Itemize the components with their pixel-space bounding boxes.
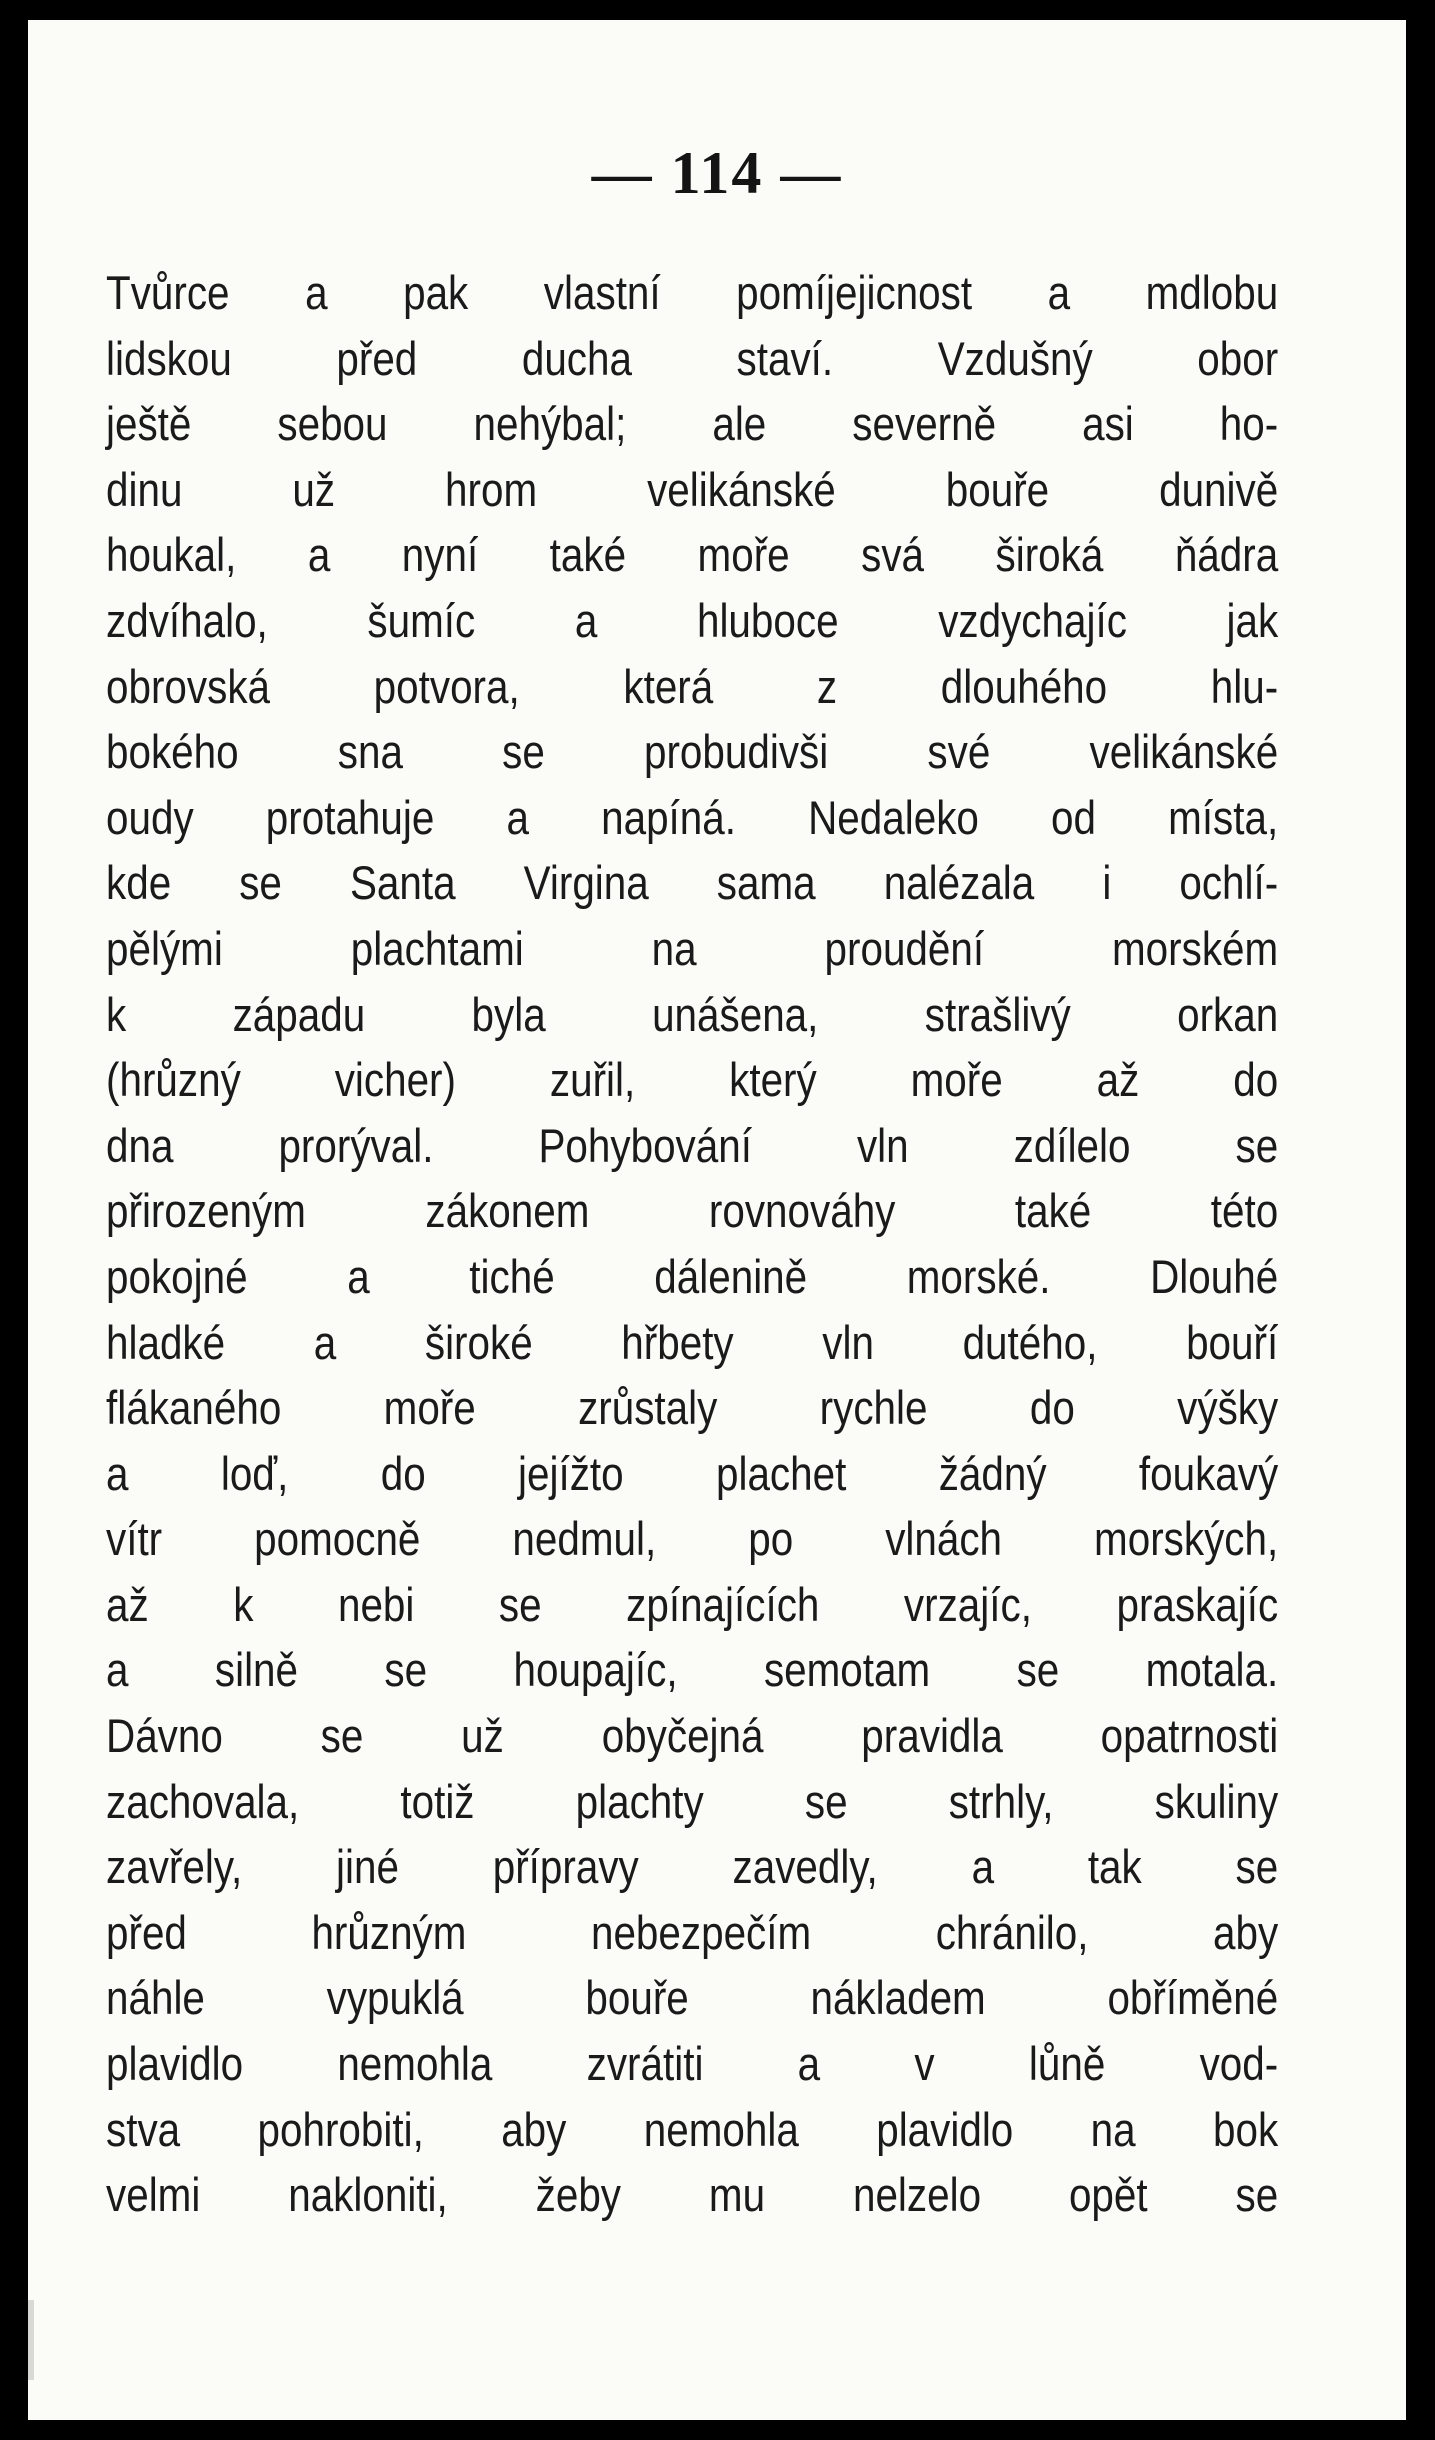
text-line: ještě sebou nehýbal; ale severně asi ho- [106,397,1279,451]
text-line: plavidlo nemohla zvrátiti a v lůně vod- [106,2037,1279,2091]
text-line: kde se Santa Virgina sama nalézala i ochlí- [106,856,1279,910]
body-text [106,260,1278,2228]
text-line: zachovala, totiž plachty se strhly, skuliny [106,1774,1279,1828]
page-edge-mark [28,2300,34,2380]
text-line: (hrůzný vicher) zuřil, který moře až do [106,1053,1279,1107]
text-line: přirozeným zákonem rovnováhy také této [106,1184,1279,1238]
text-line: a loď, do jejížto plachet žádný foukavý [106,1446,1279,1500]
text-line: obrovská potvora, která z dlouhého hlu- [106,659,1279,713]
text-line: dna prorýval. Pohybování vln zdílelo se [106,1118,1279,1172]
text-line: oudy protahuje a napíná. Nedaleko od místa, [106,790,1279,844]
text-line: náhle vypuklá bouře nákladem obříměné [106,1971,1279,2025]
page-number: — 114 — [591,140,843,206]
text-line: vítr pomocně nedmul, po vlnách morských, [106,1512,1279,1566]
text-line: lidskou před ducha staví. Vzdušný obor [106,331,1279,385]
text-line: velmi nakloniti, žeby mu nelzelo opět se [106,2168,1279,2222]
text-line: houkal, a nyní také moře svá široká ňádra [106,528,1279,582]
text-line: před hrůzným nebezpečím chránilo, aby [106,1905,1279,1959]
text-line: a silně se houpajíc, semotam se motala. [106,1643,1279,1697]
text-line: Tvůrce a pak vlastní pomíjejicnost a mdlobu [106,266,1279,319]
text-line: flákaného moře zrůstaly rychle do výšky [106,1381,1279,1435]
text-line: k západu byla unášena, strašlivý orkan [106,987,1279,1041]
book-page [28,20,1406,2420]
text-line: dinu už hrom velikánské bouře dunivě [106,462,1279,516]
text-line: zdvíhalo, šumíc a hluboce vzdychajíc jak [106,593,1279,647]
text-line: Dávno se už obyčejná pravidla opatrnosti [106,1709,1279,1763]
text-line: zavřely, jiné přípravy zavedly, a tak se [106,1840,1279,1894]
text-line: pělými plachtami na proudění morském [106,921,1279,975]
text-line: bokého sna se probudivši své velikánské [106,725,1279,779]
text-line: hladké a široké hřbety vln dutého, bouří [106,1315,1279,1369]
text-line: pokojné a tiché dálenině morské. Dlouhé [106,1249,1279,1303]
text-line: stva pohrobiti, aby nemohla plavidlo na bok [106,2102,1279,2156]
text-line: až k nebi se zpínajících vrzajíc, praskajíc [106,1577,1279,1631]
